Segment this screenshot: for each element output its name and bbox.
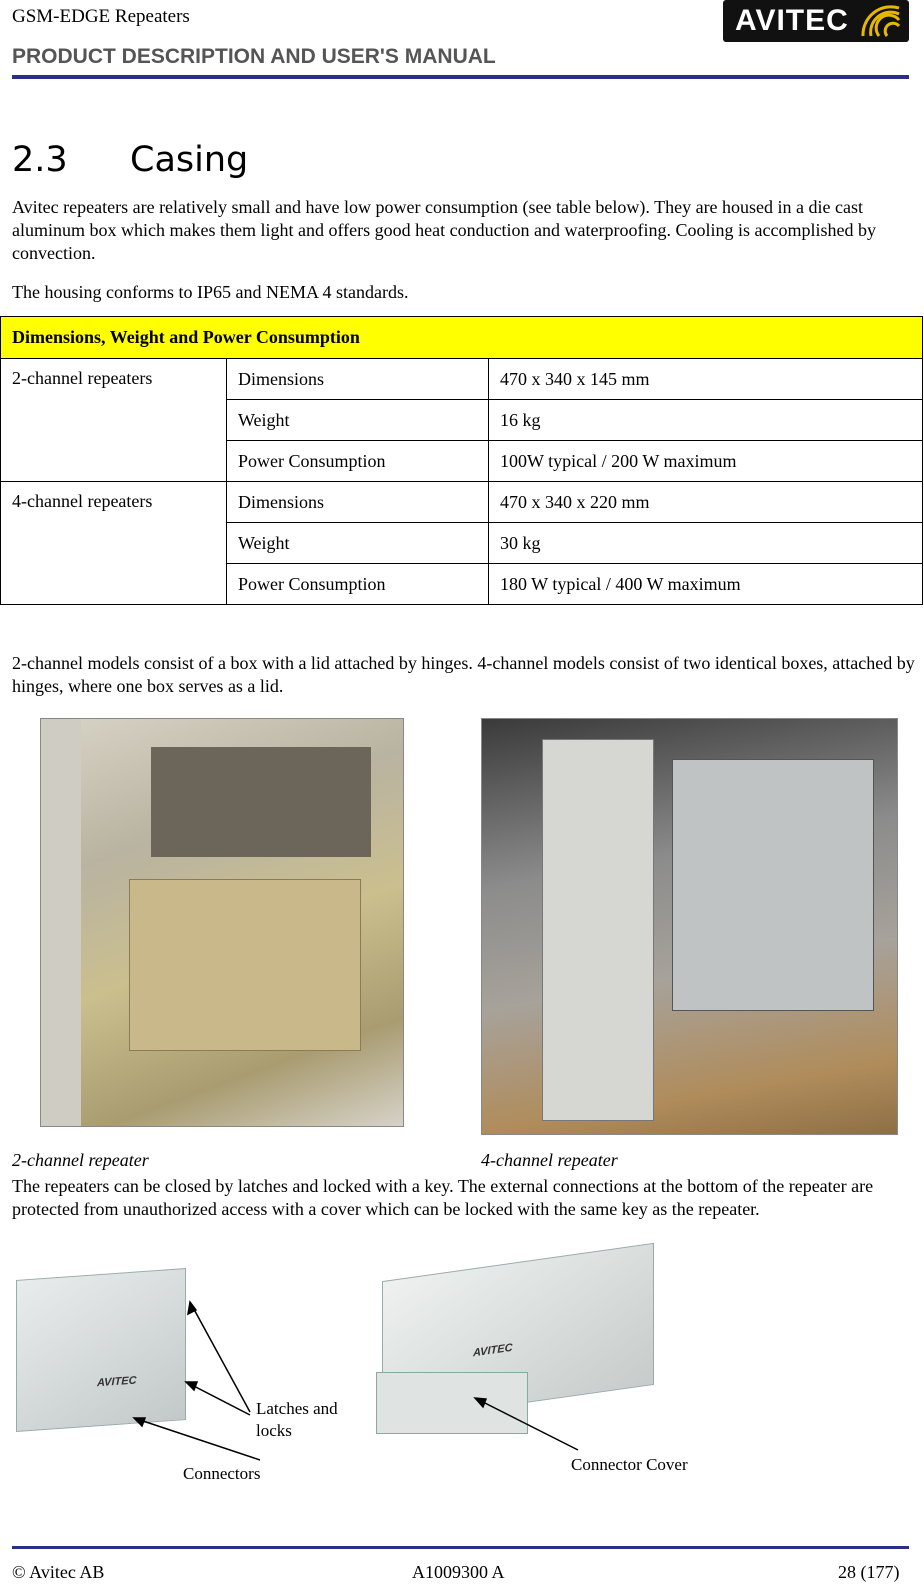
- value-cell: 470 x 340 x 220 mm: [489, 482, 923, 523]
- models-paragraph: 2-channel models consist of a box with a lid attached by hinges. 4-channel models consist of two identical boxes, attached by hinges, where one box serves as a lid.: [12, 653, 915, 696]
- arrowhead: [134, 1418, 145, 1426]
- header-manual-title: PRODUCT DESCRIPTION AND USER'S MANUAL: [12, 45, 496, 68]
- footer-copyright: © Avitec AB: [12, 1562, 105, 1582]
- arrow-connector-cover: [475, 1398, 578, 1450]
- standards-paragraph: The housing conforms to IP65 and NEMA 4 standards.: [12, 282, 409, 302]
- value-cell: 30 kg: [489, 523, 923, 564]
- callout-connector-cover: Connector Cover: [571, 1455, 688, 1474]
- value-cell: 180 W typical / 400 W maximum: [489, 564, 923, 605]
- case-brand-left: AVITEC: [97, 1374, 137, 1390]
- value-cell: 16 kg: [489, 400, 923, 441]
- header-product: GSM-EDGE Repeaters: [12, 6, 190, 27]
- group-name: 4-channel repeaters: [1, 482, 227, 605]
- section-number: 2.3: [12, 140, 68, 180]
- property-cell: Weight: [227, 523, 489, 564]
- footer-rule: [12, 1546, 909, 1549]
- footer-page-number: 28 (177): [838, 1562, 900, 1582]
- arrowhead: [186, 1382, 197, 1390]
- arrow-latch-top: [190, 1302, 250, 1412]
- caption-four-channel: 4-channel repeater: [481, 1150, 618, 1170]
- property-cell: Dimensions: [227, 482, 489, 523]
- caption-two-channel: 2-channel repeater: [12, 1150, 149, 1170]
- property-cell: Power Consumption: [227, 564, 489, 605]
- callout-connectors: Connectors: [183, 1464, 261, 1483]
- group-name: 2-channel repeaters: [1, 359, 227, 482]
- intro-paragraph: Avitec repeaters are relatively small and have low power consumption (see table below). They are housed in a die cast aluminum box which makes them light and offers good heat conduction and waterproofing. Cooling is accomplished by convection.: [12, 197, 876, 263]
- property-cell: Weight: [227, 400, 489, 441]
- property-cell: Power Consumption: [227, 441, 489, 482]
- table-title: Dimensions, Weight and Power Consumption: [1, 317, 923, 359]
- value-cell: 470 x 340 x 145 mm: [489, 359, 923, 400]
- property-cell: Dimensions: [227, 359, 489, 400]
- locking-paragraph: The repeaters can be closed by latches and locked with a key. The external connections at the bottom of the repeater are protected from unauthorized access with a cover which can be locked with the same key as the repeater.: [12, 1176, 874, 1219]
- footer-doc-id: A1009300 A: [412, 1562, 505, 1582]
- case-brand-right: AVITEC: [473, 1341, 513, 1360]
- arrowhead: [475, 1398, 486, 1407]
- section-title: Casing: [130, 140, 249, 180]
- arrow-connectors: [134, 1418, 260, 1460]
- callout-latches-locks: Latches and locks: [256, 1399, 338, 1440]
- logo-text: AVITEC: [735, 4, 849, 37]
- value-cell: 100W typical / 200 W maximum: [489, 441, 923, 482]
